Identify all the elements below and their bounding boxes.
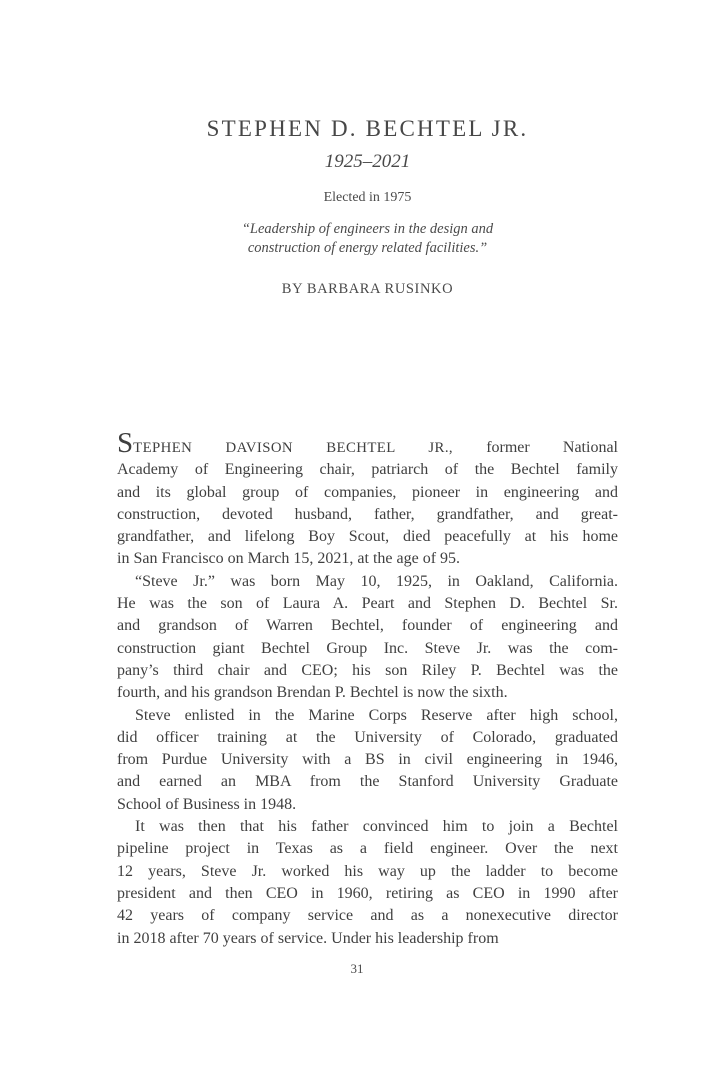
body-line: “Steve Jr.” was born May 10, 1925, in Oakland, California. xyxy=(135,572,618,590)
body-line: grandfather, and lifelong Boy Scout, died peacefully at his home xyxy=(117,528,618,546)
lead-line-rest: former National xyxy=(453,439,618,456)
life-years: 1925–2021 xyxy=(324,151,411,172)
body-line: construction giant Bechtel Group Inc. Steve Jr. was the com- xyxy=(117,639,618,657)
body-paragraph xyxy=(117,571,618,705)
body-line: and earned an MBA from the Stanford University Graduate xyxy=(117,773,618,791)
body-line: from Purdue University with a BS in civil engineering in 1946, xyxy=(117,751,618,769)
body-line: He was the son of Laura A. Peart and Stephen D. Bechtel Sr. xyxy=(117,595,618,613)
body-paragraph xyxy=(117,705,618,816)
tribute-body xyxy=(117,427,618,950)
body-line: It was then that his father convinced him to join a Bechtel xyxy=(135,818,618,836)
lead-initial-cap: S xyxy=(117,427,134,459)
body-line: 42 years of company service and as a nonexecutive director xyxy=(117,907,618,925)
body-line: Steve enlisted in the Marine Corps Reserve after high school, xyxy=(135,706,618,724)
author-byline: BY BARBARA RUSINKO xyxy=(281,281,454,297)
body-line: Academy of Engineering chair, patriarch of the Bechtel family xyxy=(117,461,618,479)
body-line: fourth, and his grandson Brendan P. Bechtel is now the sixth. xyxy=(117,684,508,702)
body-paragraph xyxy=(117,427,618,571)
citation-quote-line: “Leadership of engineers in the design and xyxy=(241,221,494,237)
body-line: School of Business in 1948. xyxy=(117,795,297,813)
election-note: Elected in 1975 xyxy=(323,190,412,205)
body-line-lead xyxy=(117,427,618,459)
body-line: did officer training at the University of Colorado, graduated xyxy=(117,728,618,746)
page-title: STEPHEN D. BECHTEL JR. xyxy=(206,116,529,141)
body-line: president and then CEO in 1960, retiring as CEO in 1990 after xyxy=(117,884,618,902)
body-paragraph xyxy=(117,816,618,950)
page-number: 31 xyxy=(350,961,364,976)
body-paragraphs xyxy=(117,571,618,950)
citation-quote xyxy=(117,220,618,258)
body-line: pany’s third chair and CEO; his son Riley P. Bechtel was the xyxy=(117,661,618,679)
body-line: in San Francisco on March 15, 2021, at the age of 95. xyxy=(117,550,461,568)
body-line: pipeline project in Texas as a field engineer. Over the next xyxy=(117,840,618,858)
citation-quote-line: construction of energy related facilities.” xyxy=(247,240,488,256)
body-line: construction, devoted husband, father, grandfather, and great- xyxy=(117,505,618,523)
tribute-header xyxy=(117,0,618,298)
body-line: 12 years, Steve Jr. worked his way up the ladder to become xyxy=(117,862,618,880)
body-line: and grandson of Warren Bechtel, founder of engineering and xyxy=(117,617,618,635)
body-line: in 2018 after 70 years of service. Under his leadership from xyxy=(117,929,499,947)
lead-name-caps: TEPHEN DAVISON BECHTEL JR., xyxy=(133,440,454,456)
body-line: and its global group of companies, pioneer in engineering and xyxy=(117,483,618,501)
